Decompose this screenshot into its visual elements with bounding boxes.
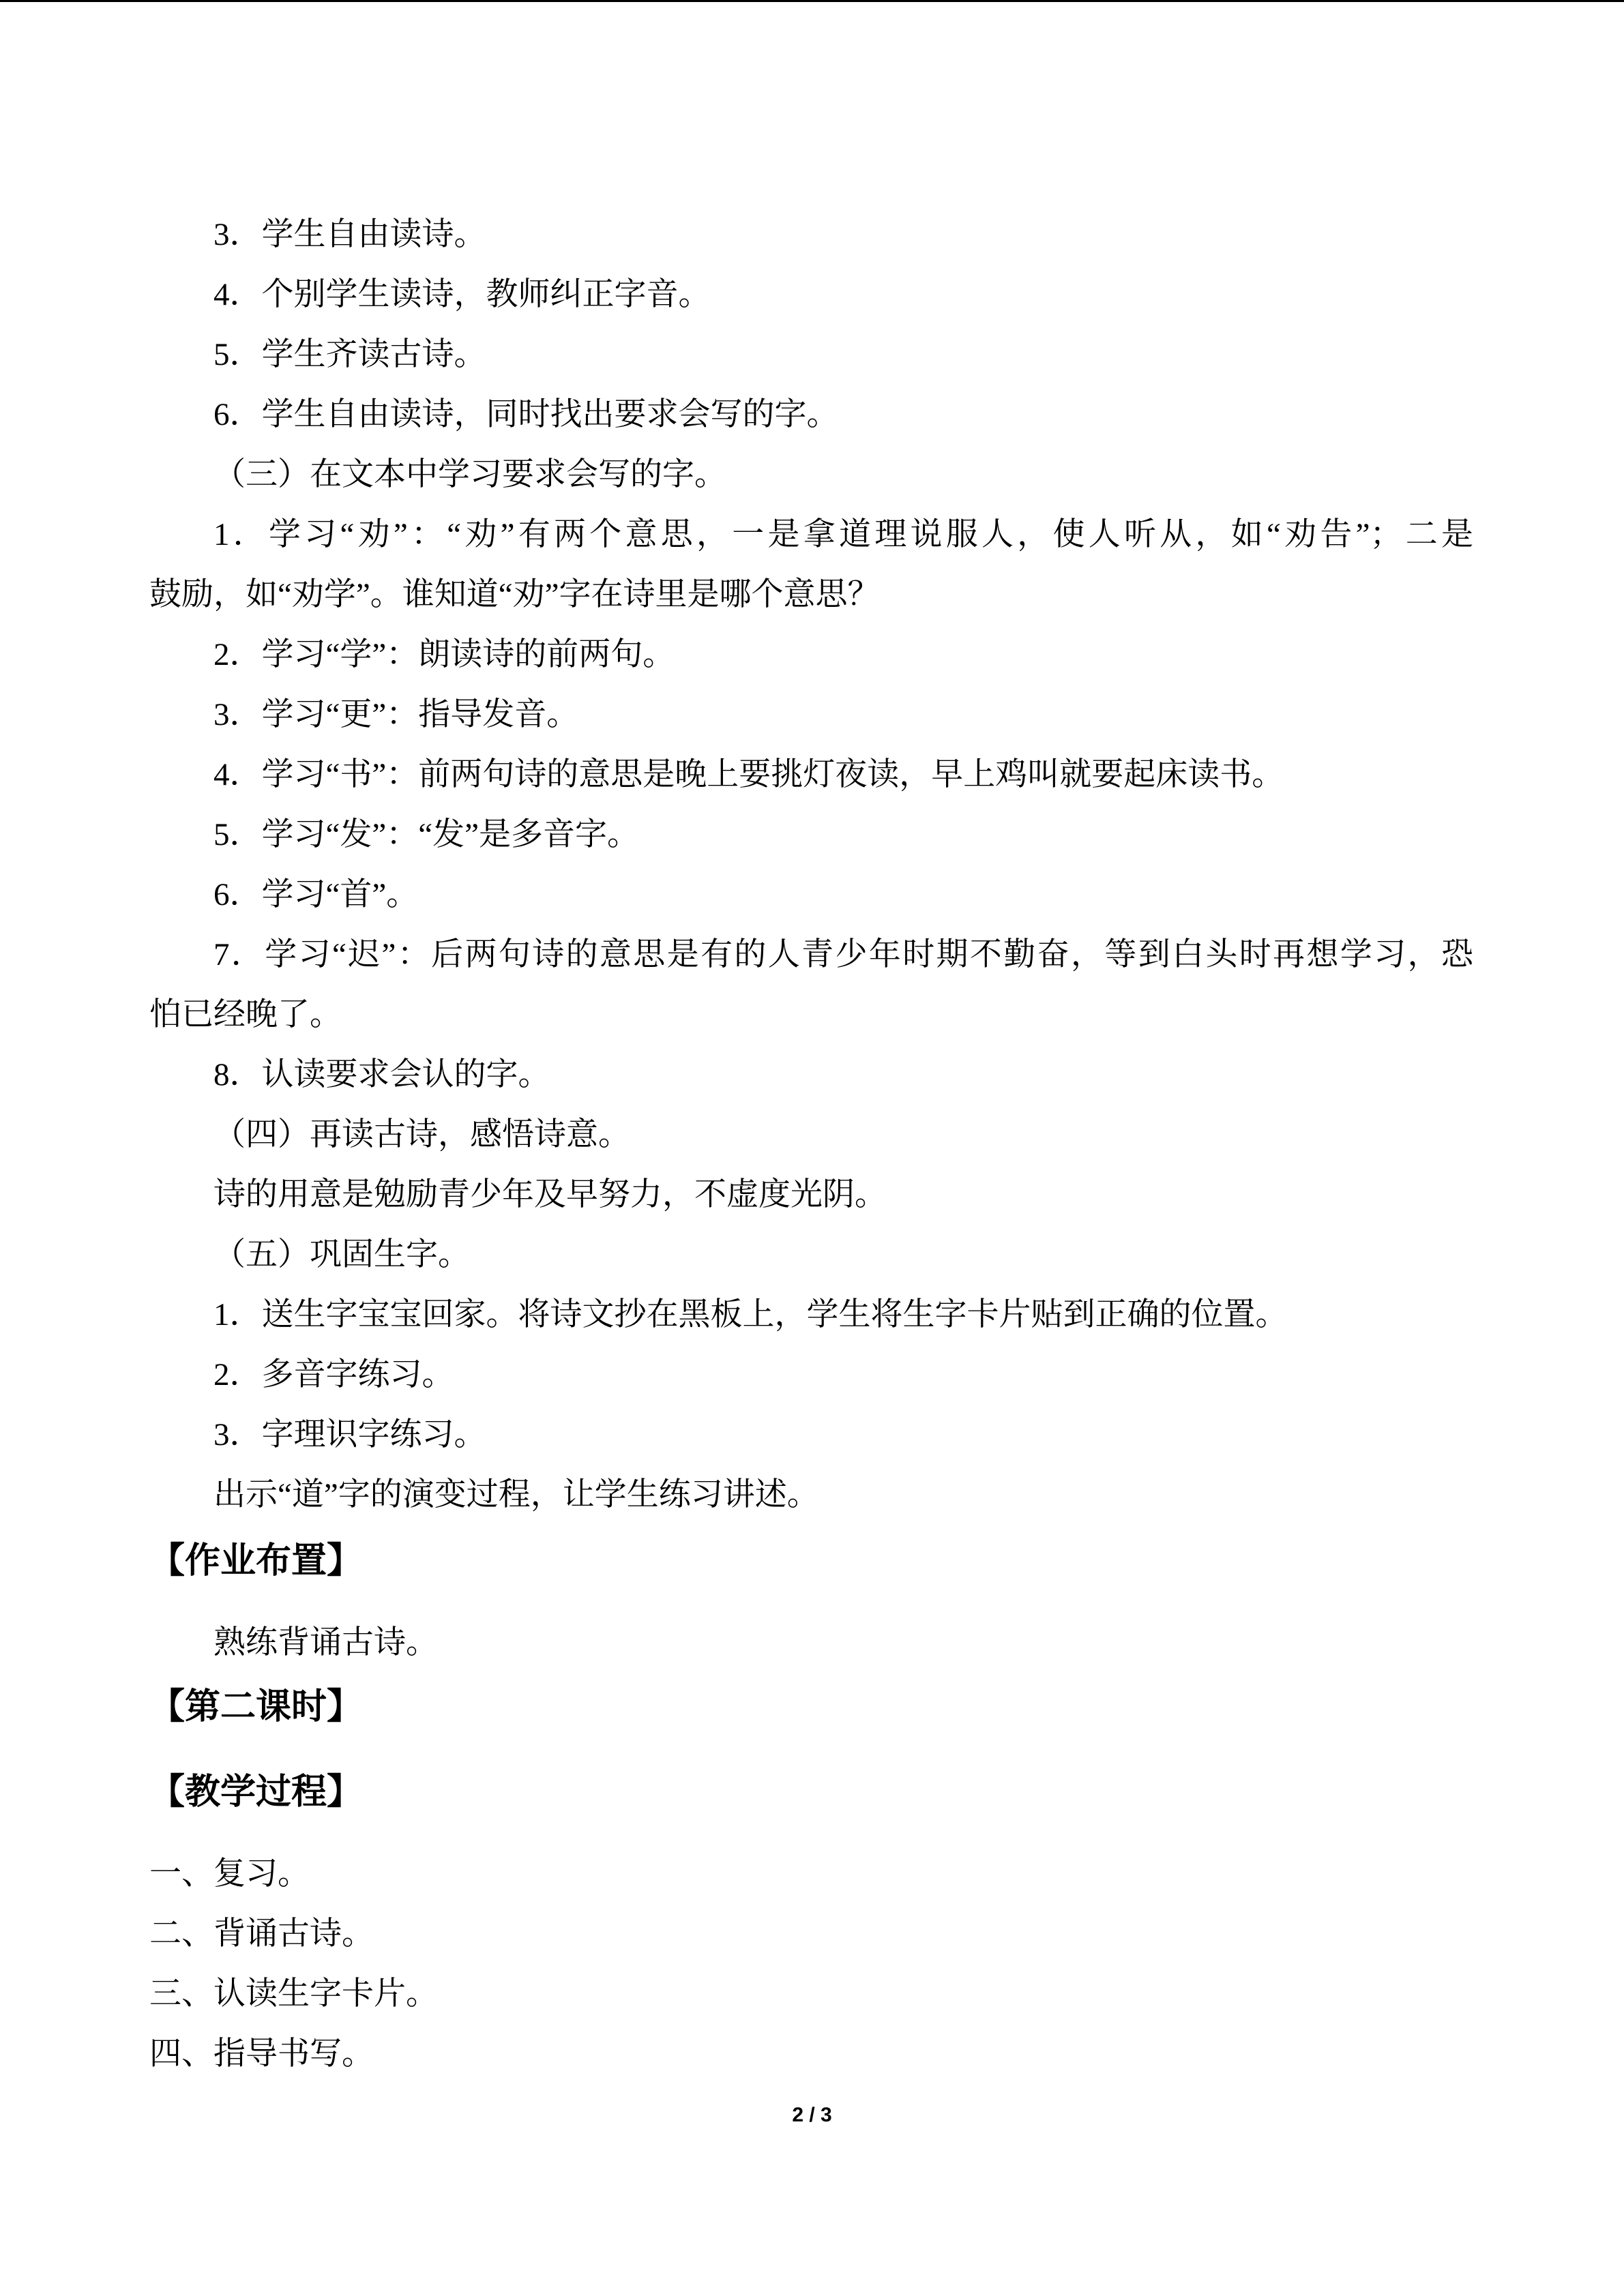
section-title-five: （五）巩固生字。 <box>213 1237 470 1272</box>
step-line: 2．多音字练习。 <box>213 1357 454 1392</box>
step-line: 4．个别学生读诗，教师纠正字音。 <box>213 277 711 312</box>
paragraph-line: 诗的用意是勉励青少年及早努力，不虚度光阴。 <box>213 1177 887 1212</box>
step-line: 2．学习“学”：朗读诗的前两句。 <box>213 637 675 672</box>
step-line: 8．认读要求会认的字。 <box>213 1057 550 1092</box>
step-line-continued: 鼓励，如“劝学”。谁知道“劝”字在诗里是哪个意思？ <box>149 577 880 612</box>
teaching-process-heading: 【教学过程】 <box>149 1772 363 1813</box>
second-lesson-heading: 【第二课时】 <box>149 1686 363 1727</box>
paragraph-line: 出示“道”字的演变过程，让学生练习讲述。 <box>213 1477 819 1512</box>
step-line: 5．学生齐读古诗。 <box>213 337 486 372</box>
step-line: 3．字理识字练习。 <box>213 1417 486 1452</box>
step-line: 6．学生自由读诗，同时找出要求会写的字。 <box>213 397 839 432</box>
section-title-three: （三）在文本中学习要求会写的字。 <box>213 457 726 492</box>
step-line: 7．学习“迟”：后两句诗的意思是有的人青少年时期不勤奋，等到白头时再想学习，恐 <box>213 937 1473 972</box>
step-line-continued: 怕已经晚了。 <box>149 997 342 1032</box>
top-border-rule <box>0 0 1624 2</box>
homework-heading: 【作业布置】 <box>149 1540 363 1581</box>
process-item: 二、背诵古诗。 <box>149 1916 374 1952</box>
page-number: 2 / 3 <box>792 2104 832 2126</box>
section-title-four: （四）再读古诗，感悟诗意。 <box>213 1117 630 1152</box>
process-item: 三、认读生字卡片。 <box>149 1976 438 2012</box>
step-line: 5．学习“发”：“发”是多音字。 <box>213 817 639 852</box>
homework-text: 熟练背诵古诗。 <box>213 1625 438 1660</box>
process-item: 四、指导书写。 <box>149 2036 374 2072</box>
step-line: 6．学习“首”。 <box>213 877 419 912</box>
step-line: 3．学生自由读诗。 <box>213 217 486 252</box>
process-item: 一、复习。 <box>149 1856 310 1892</box>
step-line: 4．学习“书”：前两句诗的意思是晚上要挑灯夜读，早上鸡叫就要起床读书。 <box>213 757 1284 792</box>
step-line: 1．学习“劝”：“劝”有两个意思，一是拿道理说服人，使人听从，如“劝告”；二是 <box>213 517 1473 552</box>
step-line: 1．送生字宝宝回家。将诗文抄在黑板上，学生将生字卡片贴到正确的位置。 <box>213 1297 1288 1332</box>
step-line: 3．学习“更”：指导发音。 <box>213 697 579 732</box>
